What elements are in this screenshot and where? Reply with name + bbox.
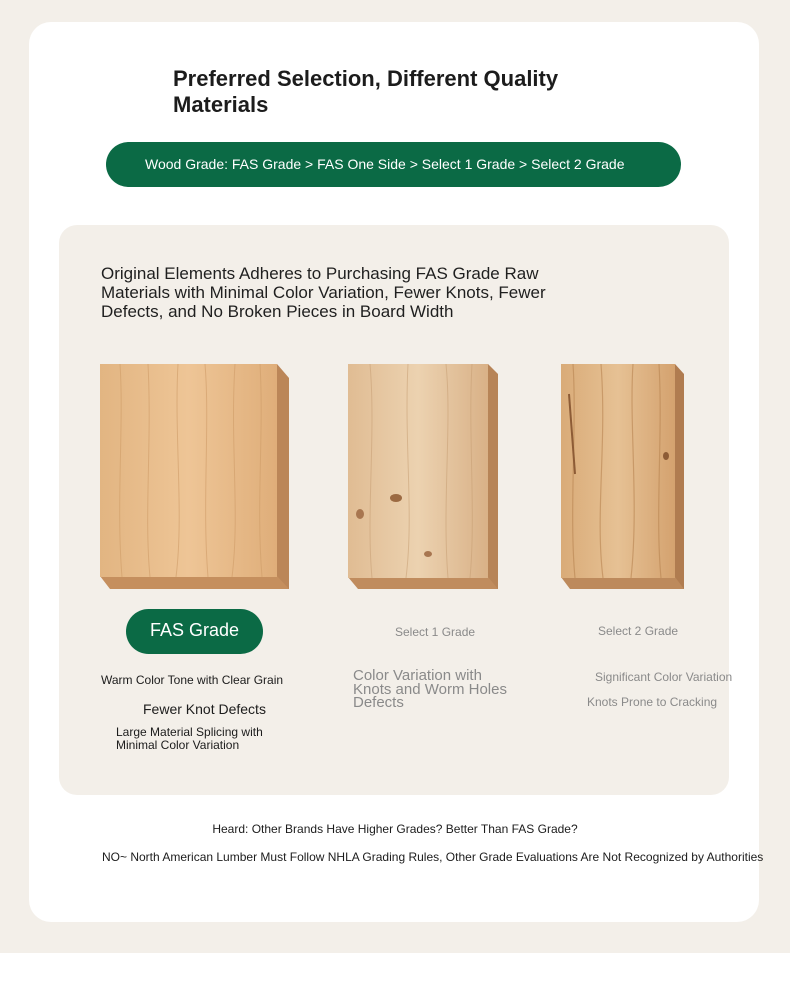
panel-lead-text: Original Elements Adheres to Purchasing FAS Grade Raw Materials with Minimal Color Variation, Fewer Knots, Fewer Defects, and No Broken Pieces in Board Width	[101, 264, 546, 321]
select-2-board-image	[561, 364, 684, 590]
select-2-grade-label: Select 2 Grade	[598, 624, 679, 638]
select-2-feature-1: Significant Color Variation	[595, 670, 733, 684]
select-2-feature-2: Knots Prone to Cracking	[587, 695, 718, 709]
select-1-board-image	[348, 364, 498, 590]
page-title: Preferred Selection, Different Quality Materials	[173, 66, 559, 117]
footer-question: Heard: Other Brands Have Higher Grades? Better Than FAS Grade?	[212, 822, 578, 836]
fas-feature-1: Warm Color Tone with Clear Grain	[101, 673, 284, 687]
fas-grade-badge: FAS Grade	[126, 609, 263, 654]
fas-feature-3: Large Material Splicing with Minimal Color Variation	[116, 725, 263, 752]
select-1-feature-1: Color Variation with Knots and Worm Holes Defects	[353, 667, 507, 711]
fas-board-image	[100, 364, 289, 590]
grade-path-banner: Wood Grade: FAS Grade > FAS One Side > Select 1 Grade > Select 2 Grade	[106, 142, 681, 187]
footer-answer: NO~ North American Lumber Must Follow NHLA Grading Rules, Other Grade Evaluations Are Not Recognized by Authorities	[102, 850, 764, 864]
select-1-grade-label: Select 1 Grade	[395, 625, 476, 639]
fas-feature-2: Fewer Knot Defects	[143, 701, 266, 717]
